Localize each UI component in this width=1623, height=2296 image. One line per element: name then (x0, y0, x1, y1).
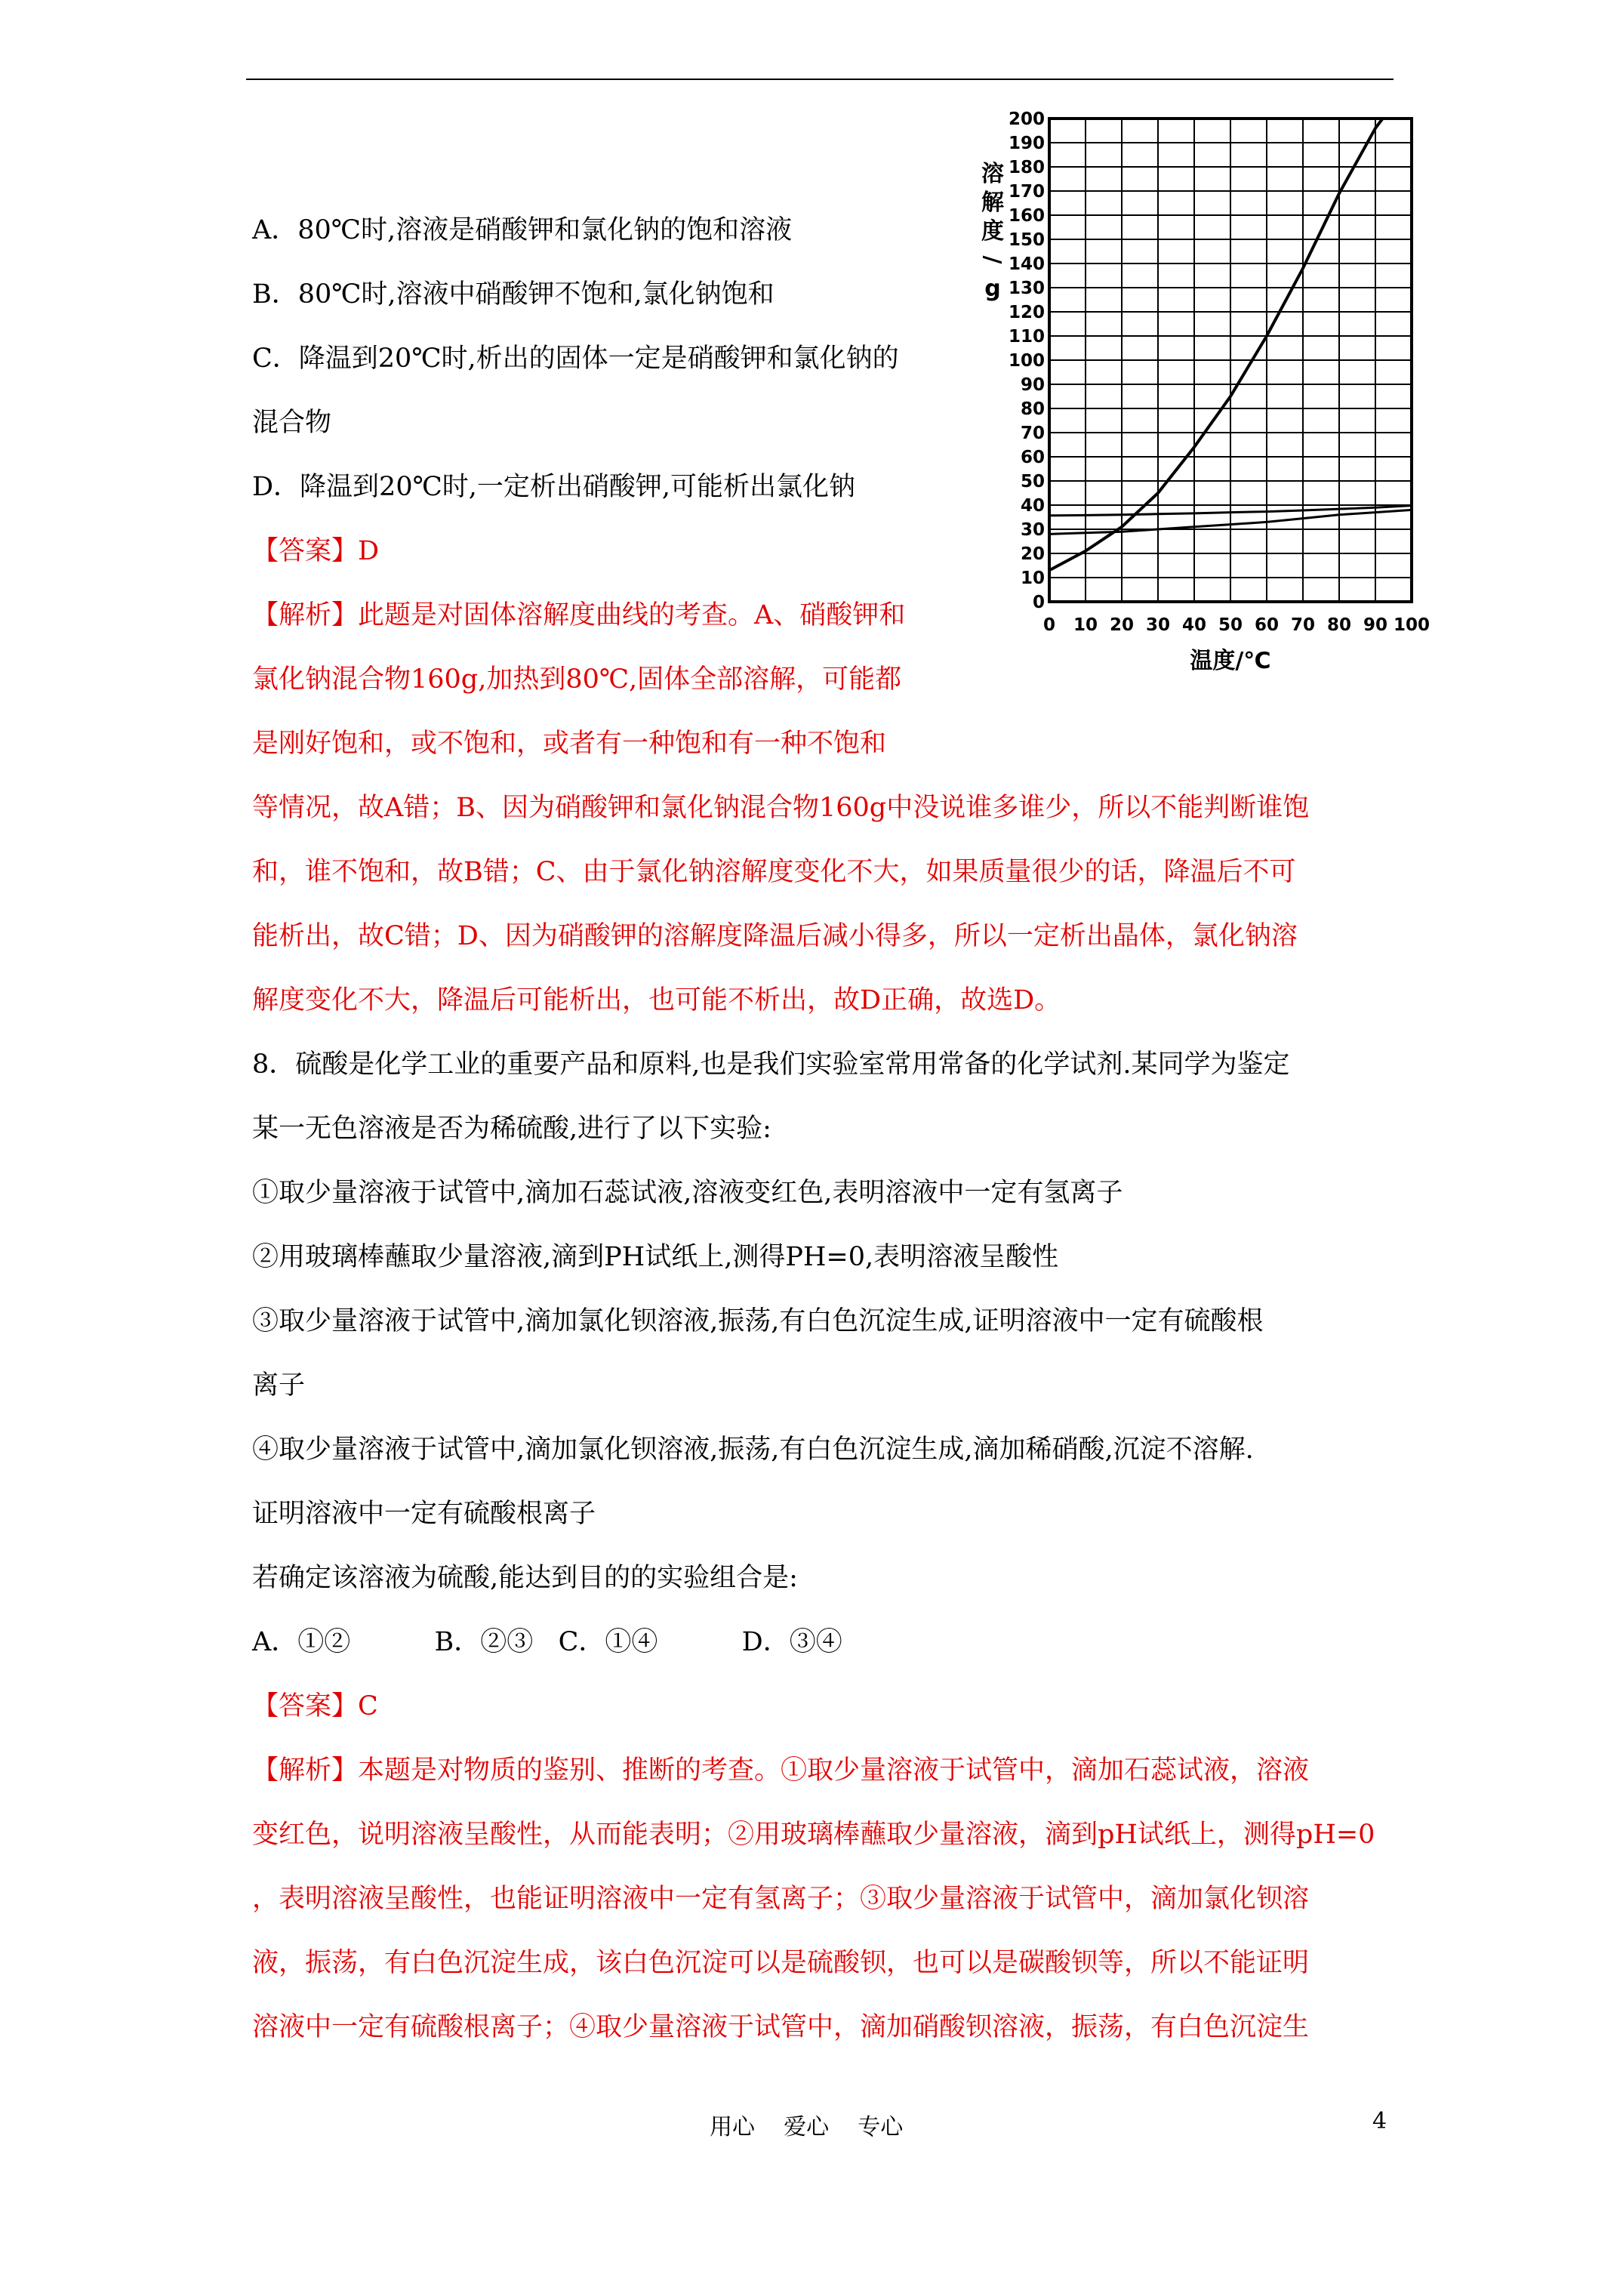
x-tick-label: 10 (1073, 615, 1098, 635)
curve-potassium-nitrate (1049, 119, 1383, 570)
x-tick-label: 60 (1254, 615, 1280, 635)
text-line: B．80℃时,溶液中硝酸钾不饱和,氯化钠饱和 (252, 279, 775, 310)
text-line: A．80℃时,溶液是硝酸钾和氯化钠的饱和溶液 (252, 215, 793, 245)
text-line: 等情况，故A错；B、因为硝酸钾和氯化钠混合物160g中没说谁多谁少，所以不能判断谁饱 (252, 793, 1310, 823)
y-tick-label: 120 (1008, 303, 1045, 322)
y-axis-label-char: 溶 (981, 161, 1004, 187)
x-tick-label: 30 (1145, 615, 1171, 635)
y-tick-label: 190 (1008, 134, 1045, 153)
solubility-chart (978, 109, 1431, 713)
text-line: 液，振荡，有白色沉淀生成，该白色沉淀可以是硫酸钡，也可以是碳酸钡等，所以不能证明 (252, 1948, 1310, 1978)
y-tick-label: 40 (1020, 496, 1045, 516)
y-tick-label: 60 (1020, 448, 1045, 467)
page-number: 4 (1372, 2108, 1387, 2134)
y-tick-label: 70 (1020, 424, 1045, 443)
text-line: 和，谁不饱和，故B错；C、由于氯化钠溶解度变化不大，如果质量很少的话，降温后不可 (252, 857, 1296, 887)
x-tick-label: 0 (1042, 615, 1056, 635)
x-tick-label: 90 (1363, 615, 1388, 635)
text-line: 解度变化不大，降温后可能析出，也可能不析出，故D正确，故选D。 (252, 985, 1061, 1015)
text-line: 能析出，故C错；D、因为硝酸钾的溶解度降温后减小得多，所以一定析出晶体，氯化钠溶 (252, 921, 1298, 951)
y-tick-label: 90 (1020, 375, 1045, 395)
text-line: 变红色，说明溶液呈酸性，从而能表明；②用玻璃棒蘸取少量溶液，滴到pH试纸上，测得pH=0 (252, 1820, 1375, 1850)
x-tick-label: 80 (1326, 615, 1352, 635)
text-line: ②用玻璃棒蘸取少量溶液,滴到PH试纸上,测得PH=0,表明溶液呈酸性 (252, 1242, 1059, 1272)
text-line: 【答案】C (252, 1691, 378, 1721)
footer-motto: 用心 爱心 专心 (710, 2114, 904, 2140)
text-line: 离子 (252, 1370, 306, 1401)
y-tick-label: 180 (1008, 158, 1045, 177)
text-line: 【答案】D (252, 536, 380, 566)
text-line: A．①② B．②③ C．①④ D．③④ (252, 1627, 842, 1657)
x-tick-label: 100 (1393, 615, 1431, 635)
y-axis-label-char: 度 (981, 218, 1004, 245)
x-tick-label: 70 (1290, 615, 1316, 635)
text-line: ①取少量溶液于试管中,滴加石蕊试液,溶液变红色,表明溶液中一定有氢离子 (252, 1178, 1123, 1208)
text-line: D．降温到20℃时,一定析出硝酸钾,可能析出氯化钠 (252, 472, 856, 502)
text-line: 混合物 (252, 408, 332, 438)
y-tick-label: 10 (1020, 569, 1045, 588)
text-line: 若确定该溶液为硫酸,能达到目的的实验组合是: (252, 1563, 798, 1593)
y-tick-label: 110 (1008, 327, 1045, 347)
text-line: 某一无色溶液是否为稀硫酸,进行了以下实验: (252, 1114, 771, 1144)
text-line: ③取少量溶液于试管中,滴加氯化钡溶液,振荡,有白色沉淀生成,证明溶液中一定有硫酸根 (252, 1306, 1264, 1336)
text-line: 【解析】此题是对固体溶解度曲线的考查。A、硝酸钾和 (252, 600, 906, 630)
text-line: ，表明溶液呈酸性，也能证明溶液中一定有氢离子；③取少量溶液于试管中，滴加氯化钡溶 (252, 1884, 1310, 1914)
text-line: 8．硫酸是化学工业的重要产品和原料,也是我们实验室常用常备的化学试剂.某同学为鉴定 (252, 1049, 1290, 1080)
y-tick-label: 50 (1020, 472, 1045, 492)
x-tick-label: 40 (1181, 615, 1207, 635)
text-line: 【解析】本题是对物质的鉴别、推断的考查。①取少量溶液于试管中，滴加石蕊试液，溶液 (252, 1755, 1310, 1786)
y-tick-label: 100 (1008, 351, 1045, 371)
y-axis-label-char: / (979, 255, 1006, 264)
text-line: 证明溶液中一定有硫酸根离子 (252, 1499, 596, 1529)
x-tick-label: 50 (1218, 615, 1243, 635)
y-tick-label: 130 (1008, 279, 1045, 298)
y-tick-label: 140 (1008, 254, 1045, 274)
y-tick-label: 150 (1008, 230, 1045, 250)
y-tick-label: 30 (1020, 520, 1045, 540)
x-axis-label: 温度/℃ (1190, 648, 1271, 674)
text-line: 溶液中一定有硫酸根离子；④取少量溶液于试管中，滴加硝酸钡溶液，振荡，有白色沉淀生 (252, 2012, 1310, 2042)
x-tick-label: 20 (1109, 615, 1135, 635)
y-axis-label-char: g (984, 276, 1001, 302)
text-line: 氯化钠混合物160g,加热到80℃,固体全部溶解，可能都 (252, 664, 902, 695)
y-tick-label: 0 (1032, 593, 1045, 612)
y-tick-label: 20 (1020, 544, 1045, 564)
y-tick-label: 160 (1008, 206, 1045, 226)
text-line: 是刚好饱和，或不饱和，或者有一种饱和有一种不饱和 (252, 729, 887, 759)
y-tick-label: 200 (1008, 109, 1045, 129)
header-rule (246, 79, 1394, 80)
y-tick-label: 170 (1008, 182, 1045, 202)
y-tick-label: 80 (1020, 399, 1045, 419)
y-axis-label-char: 解 (981, 190, 1004, 216)
text-line: C．降温到20℃时,析出的固体一定是硝酸钾和氯化钠的 (252, 344, 899, 374)
text-line: ④取少量溶液于试管中,滴加氯化钡溶液,振荡,有白色沉淀生成,滴加稀硝酸,沉淀不溶解. (252, 1435, 1254, 1465)
